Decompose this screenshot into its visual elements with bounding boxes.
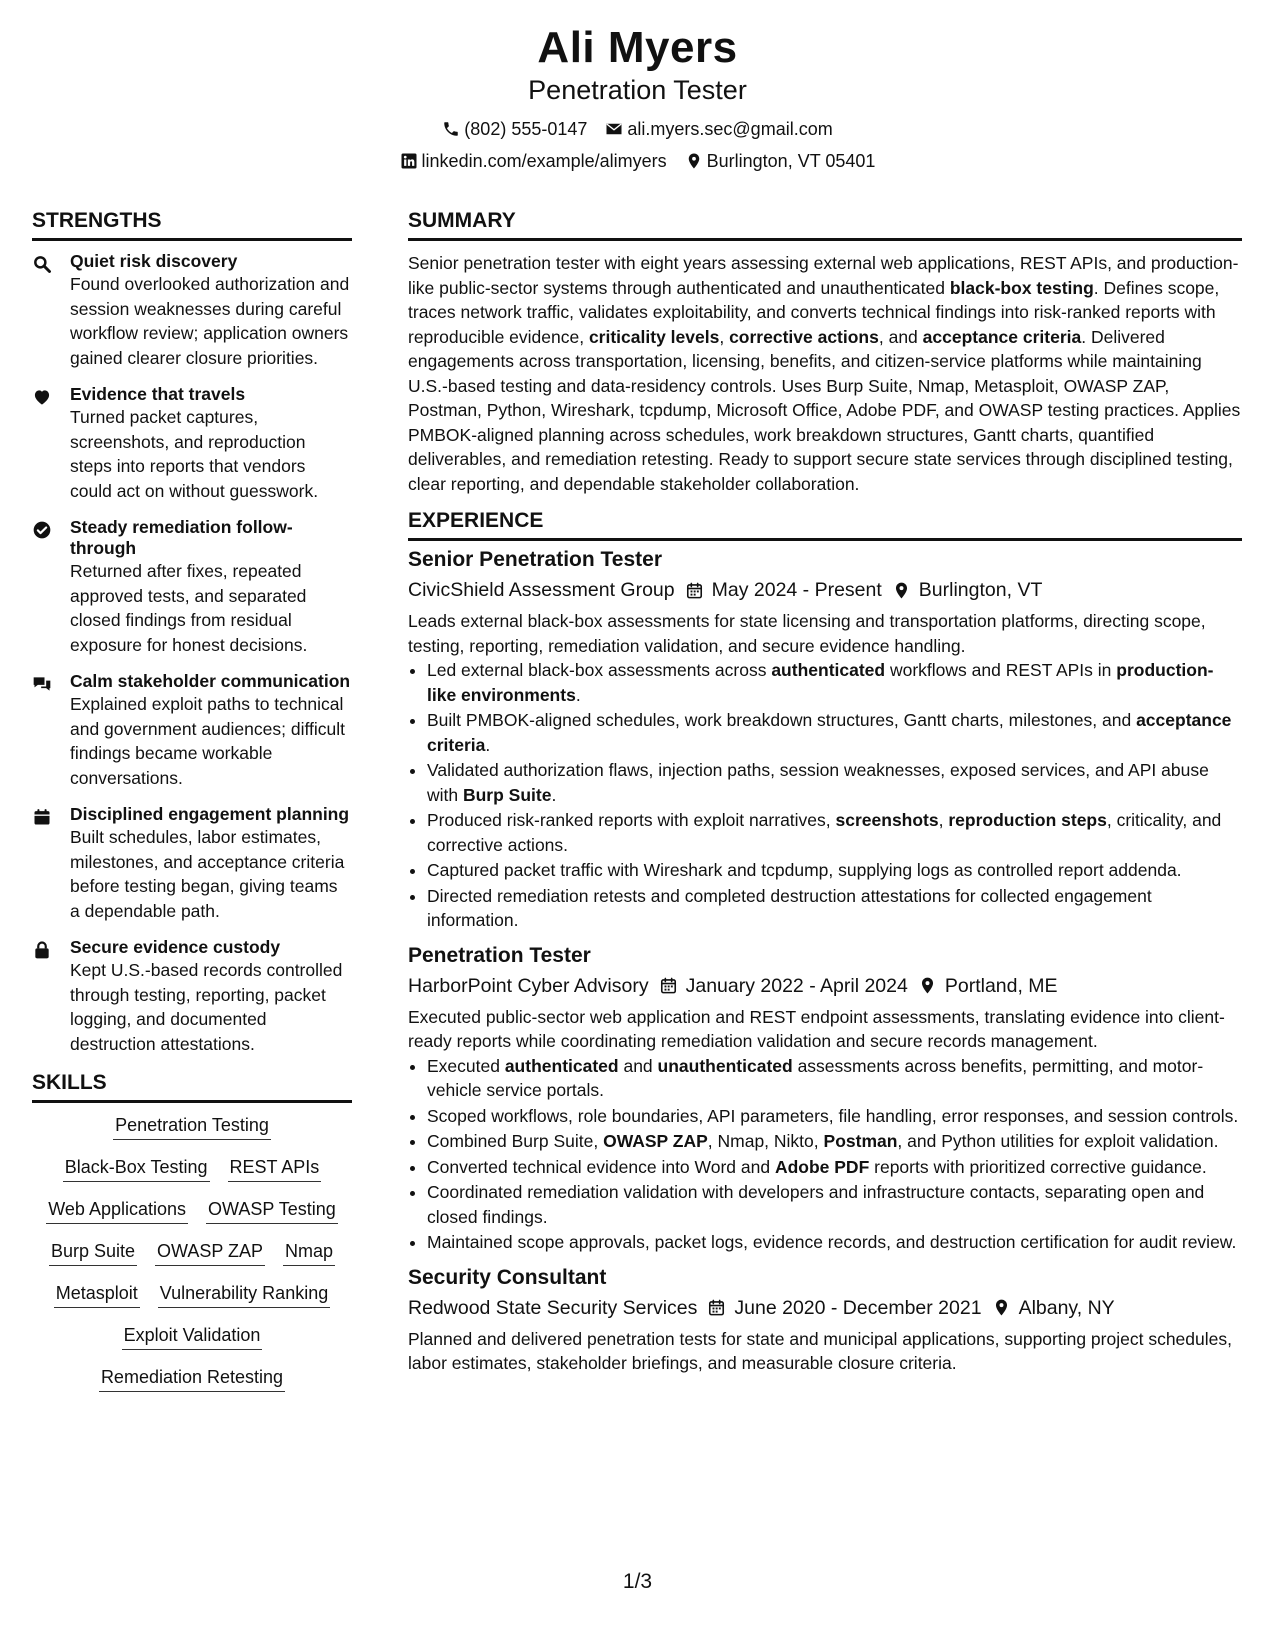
text-run: Validated authorization flaws, injection paths, session weaknesses, exposed services, and API abuse with bbox=[427, 760, 1209, 805]
job-dates bbox=[659, 973, 908, 999]
strength-title: Evidence that travels bbox=[70, 384, 246, 404]
text-run: Senior penetration tester with eight years assessing external web applications, REST APIs, and production-like public-sector systems through authenticated and unauthenticated bbox=[408, 253, 1239, 298]
bold-phrase: unauthenticated bbox=[657, 1055, 793, 1076]
dates-text: January 2022 - April 2024 bbox=[685, 974, 908, 997]
strength-description: Turned packet captures, screenshots, and reproduction steps into reports that vendors could act on without guesswork. bbox=[70, 407, 319, 501]
bullet-item bbox=[427, 884, 1242, 933]
email-text: ali.myers.sec@gmail.com bbox=[627, 119, 833, 139]
resume-header bbox=[0, 22, 1275, 172]
phone-contact bbox=[442, 118, 587, 140]
text-run: , and bbox=[878, 326, 923, 347]
job-description: Executed public-sector web application and REST endpoint assessments, translating evidence into client-ready reports while coordinating remediation validation and secure records management. bbox=[408, 1006, 1225, 1051]
text-run: Directed remediation retests and completed destruction attestations for collected engagement information. bbox=[427, 885, 1152, 930]
skill-row bbox=[32, 1155, 352, 1182]
bold-phrase: authenticated bbox=[504, 1055, 619, 1076]
text-run: , bbox=[719, 326, 730, 347]
bullet-item bbox=[427, 1230, 1242, 1255]
strength-title: Steady remediation follow-through bbox=[70, 517, 293, 558]
skill-tag: Web Applications bbox=[46, 1197, 188, 1224]
comments-icon bbox=[32, 671, 58, 790]
text-run: . Defines scope, traces network traffic, validates exploitability, and converts technical findings into risk-ranked reports with reproducible evidence, bbox=[408, 277, 1220, 347]
strength-title: Quiet risk discovery bbox=[70, 251, 238, 271]
left-column bbox=[32, 208, 352, 1407]
contact-row-1 bbox=[0, 118, 1275, 140]
text-run: assessments across benefits, permitting, and motor-vehicle service portals. bbox=[427, 1055, 1204, 1100]
bullet-item bbox=[427, 1054, 1242, 1103]
job-location bbox=[918, 973, 1058, 999]
strength-description: Built schedules, labor estimates, milestones, and acceptance criteria before testing began, giving teams a dependable path. bbox=[70, 827, 345, 921]
job-meta bbox=[408, 577, 1242, 603]
job-meta bbox=[408, 1295, 1242, 1321]
job-meta bbox=[408, 973, 1242, 999]
text-run: , criticality, and corrective actions. bbox=[427, 810, 1222, 855]
skill-row bbox=[32, 1323, 352, 1350]
strength-item bbox=[32, 804, 352, 923]
map-pin-icon bbox=[918, 976, 937, 995]
text-run: Converted technical evidence into Word and bbox=[427, 1156, 775, 1177]
strength-description: Kept U.S.-based records controlled through testing, reporting, packet logging, and documented destruction attestations. bbox=[70, 960, 343, 1054]
strength-item bbox=[32, 937, 352, 1056]
skill-row bbox=[32, 1239, 352, 1266]
text-run: Executed bbox=[427, 1055, 505, 1076]
skill-row bbox=[32, 1281, 352, 1308]
text-run: , bbox=[938, 810, 949, 830]
text-run: . bbox=[575, 684, 581, 705]
company-name: Redwood State Security Services bbox=[408, 1296, 698, 1319]
search-icon bbox=[32, 251, 58, 370]
calendar-icon bbox=[707, 1298, 726, 1317]
bullet-item bbox=[427, 1104, 1242, 1129]
skill-tag: OWASP ZAP bbox=[155, 1239, 265, 1266]
summary-heading: SUMMARY bbox=[408, 208, 1242, 241]
page-number: 1/3 bbox=[622, 1570, 653, 1593]
text-run: Built PMBOK-aligned schedules, work breakdown structures, Gantt charts, milestones, and bbox=[427, 710, 1137, 730]
job-bullets bbox=[408, 658, 1242, 933]
job-title: Senior Penetration Tester bbox=[408, 548, 663, 571]
bold-phrase: screenshots bbox=[835, 810, 939, 830]
bold-phrase: authenticated bbox=[771, 660, 886, 680]
contact-row-2 bbox=[0, 150, 1275, 172]
skill-row bbox=[32, 1197, 352, 1224]
map-pin-icon bbox=[992, 1298, 1011, 1317]
text-run: Captured packet traffic with Wireshark and tcpdump, supplying logs as controlled report addenda. bbox=[427, 860, 1182, 880]
job-description: Leads external black-box assessments for state licensing and transportation platforms, directing scope, testing, reporting, remediation validation, and secure evidence handling. bbox=[408, 611, 1206, 656]
text-run: reports with prioritized corrective guidance. bbox=[869, 1156, 1207, 1177]
envelope-icon bbox=[605, 120, 623, 138]
experience-list bbox=[408, 547, 1242, 1376]
calendar-icon bbox=[32, 804, 58, 923]
job-dates bbox=[685, 577, 882, 603]
strength-title: Calm stakeholder communication bbox=[70, 671, 351, 691]
location-text: Portland, ME bbox=[944, 974, 1058, 997]
job-description: Planned and delivered penetration tests for state and municipal applications, supporting project schedules, labor estimates, stakeholder briefings, and measurable closure criteria. bbox=[408, 1328, 1232, 1373]
strengths-list bbox=[32, 251, 352, 1056]
map-pin-icon bbox=[685, 152, 703, 170]
bold-phrase: Adobe PDF bbox=[774, 1156, 870, 1177]
skill-tag: OWASP Testing bbox=[206, 1197, 338, 1224]
linkedin-icon bbox=[400, 152, 418, 170]
experience-heading: EXPERIENCE bbox=[408, 508, 1242, 541]
bold-phrase: black-box testing bbox=[949, 277, 1094, 298]
text-run: . bbox=[485, 734, 491, 755]
job-entry bbox=[408, 547, 1242, 933]
phone-icon bbox=[442, 120, 460, 138]
bullet-item bbox=[427, 1180, 1242, 1229]
bullet-item bbox=[427, 758, 1242, 807]
skill-tag: Exploit Validation bbox=[122, 1323, 263, 1350]
bold-phrase: criticality levels bbox=[588, 326, 720, 347]
location-contact bbox=[685, 150, 876, 172]
bullet-item bbox=[427, 658, 1242, 707]
location-text: Burlington, VT bbox=[918, 579, 1043, 601]
job-dates bbox=[707, 1295, 981, 1321]
calendar-icon bbox=[685, 581, 704, 600]
text-run: Maintained scope approvals, packet logs, evidence records, and destruction certification for audit review. bbox=[427, 1232, 1237, 1252]
skills-heading: SKILLS bbox=[32, 1070, 352, 1103]
job-location bbox=[992, 1295, 1115, 1321]
calendar-icon bbox=[659, 976, 678, 995]
candidate-name: Ali Myers bbox=[537, 23, 738, 72]
strength-description: Returned after fixes, repeated approved tests, and separated closed findings from residual exposure for honest decisions. bbox=[70, 561, 308, 655]
candidate-title: Penetration Tester bbox=[528, 75, 747, 105]
map-pin-icon bbox=[892, 581, 911, 600]
job-entry bbox=[408, 943, 1242, 1255]
strengths-heading: STRENGTHS bbox=[32, 208, 352, 241]
text-run: Led external black-box assessments across bbox=[427, 660, 772, 680]
text-run: , Nmap, Nikto, bbox=[707, 1131, 824, 1151]
bold-phrase: acceptance criteria bbox=[427, 710, 1232, 755]
bold-phrase: Burp Suite bbox=[462, 784, 552, 805]
skill-tag: REST APIs bbox=[228, 1155, 322, 1182]
bold-phrase: OWASP ZAP bbox=[603, 1131, 708, 1151]
strength-description: Found overlooked authorization and session weaknesses during careful workflow review; application owners gained clearer closure priorities. bbox=[70, 274, 350, 368]
bullet-item bbox=[427, 808, 1242, 857]
phone-text: (802) 555-0147 bbox=[464, 119, 588, 139]
text-run: Produced risk-ranked reports with exploit narratives, bbox=[427, 810, 836, 830]
location-text: Burlington, VT 05401 bbox=[706, 151, 876, 171]
bold-phrase: reproduction steps bbox=[948, 810, 1107, 830]
skill-tag: Nmap bbox=[283, 1239, 335, 1266]
dates-text: June 2020 - December 2021 bbox=[734, 1296, 982, 1319]
dates-text: May 2024 - Present bbox=[711, 579, 882, 601]
bold-phrase: corrective actions bbox=[729, 326, 879, 347]
linkedin-contact[interactable] bbox=[400, 150, 667, 172]
skill-tag: Burp Suite bbox=[49, 1239, 137, 1266]
text-run: Combined Burp Suite, bbox=[427, 1131, 604, 1151]
text-run: and bbox=[618, 1055, 658, 1076]
linkedin-text: linkedin.com/example/alimyers bbox=[421, 151, 667, 171]
strength-item bbox=[32, 251, 352, 370]
job-location bbox=[892, 577, 1043, 603]
text-run: . bbox=[551, 784, 557, 805]
strength-title: Secure evidence custody bbox=[70, 937, 281, 957]
skill-tag: Penetration Testing bbox=[113, 1113, 271, 1140]
job-title: Penetration Tester bbox=[408, 943, 591, 967]
skills-list bbox=[32, 1113, 352, 1392]
job-bullets bbox=[408, 1054, 1242, 1255]
skill-tag: Remediation Retesting bbox=[99, 1365, 285, 1392]
bullet-item bbox=[427, 858, 1242, 883]
email-contact[interactable] bbox=[605, 118, 832, 140]
text-run: Scoped workflows, role boundaries, API parameters, file handling, error responses, and session controls. bbox=[427, 1105, 1239, 1126]
skill-row bbox=[32, 1113, 352, 1140]
company-name: CivicShield Assessment Group bbox=[408, 579, 675, 601]
strength-title: Disciplined engagement planning bbox=[70, 804, 350, 824]
skill-tag: Vulnerability Ranking bbox=[158, 1281, 330, 1308]
heart-icon bbox=[32, 384, 58, 503]
strength-item bbox=[32, 517, 352, 657]
skill-row bbox=[32, 1365, 352, 1392]
bold-phrase: acceptance criteria bbox=[922, 326, 1082, 347]
skill-tag: Black-Box Testing bbox=[63, 1155, 210, 1182]
text-run: . Delivered engagements across transportation, licensing, benefits, and citizen-service platforms while maintaining U.S.-based testing and data-residency controls. Uses Burp Suite, Nmap, Metasploit, OWASP ZAP, Postman, Python, Wireshark, tcpdump, Microsoft Office, Adobe PDF, and OWASP testing practices. Applies PMBOK-aligned planning across schedules, work breakdown structures, Gantt charts, quantified deliverables, and remediation retesting. Ready to support secure state services through disciplined testing, clear reporting, and dependable stakeholder collaboration. bbox=[408, 326, 1241, 494]
bullet-item bbox=[427, 708, 1242, 757]
job-entry bbox=[408, 1265, 1242, 1376]
strength-item bbox=[32, 671, 352, 790]
bullet-item bbox=[427, 1129, 1242, 1154]
text-run: Coordinated remediation validation with developers and infrastructure contacts, separating open and closed findings. bbox=[427, 1182, 1205, 1227]
check-circle-icon bbox=[32, 517, 58, 657]
company-name: HarborPoint Cyber Advisory bbox=[408, 974, 649, 997]
right-column bbox=[408, 208, 1242, 1386]
bullet-item bbox=[427, 1155, 1242, 1180]
bold-phrase: production-like environments bbox=[427, 660, 1214, 705]
job-title: Security Consultant bbox=[408, 1265, 607, 1289]
lock-icon bbox=[32, 937, 58, 1056]
strength-description: Explained exploit paths to technical and government audiences; difficult findings became workable conversations. bbox=[70, 694, 345, 788]
summary-text bbox=[408, 251, 1242, 496]
bold-phrase: Postman bbox=[823, 1131, 898, 1151]
skill-tag: Metasploit bbox=[54, 1281, 140, 1308]
text-run: workflows and REST APIs in bbox=[885, 660, 1117, 680]
strength-item bbox=[32, 384, 352, 503]
location-text: Albany, NY bbox=[1018, 1296, 1115, 1319]
text-run: , and Python utilities for exploit validation. bbox=[897, 1131, 1219, 1151]
